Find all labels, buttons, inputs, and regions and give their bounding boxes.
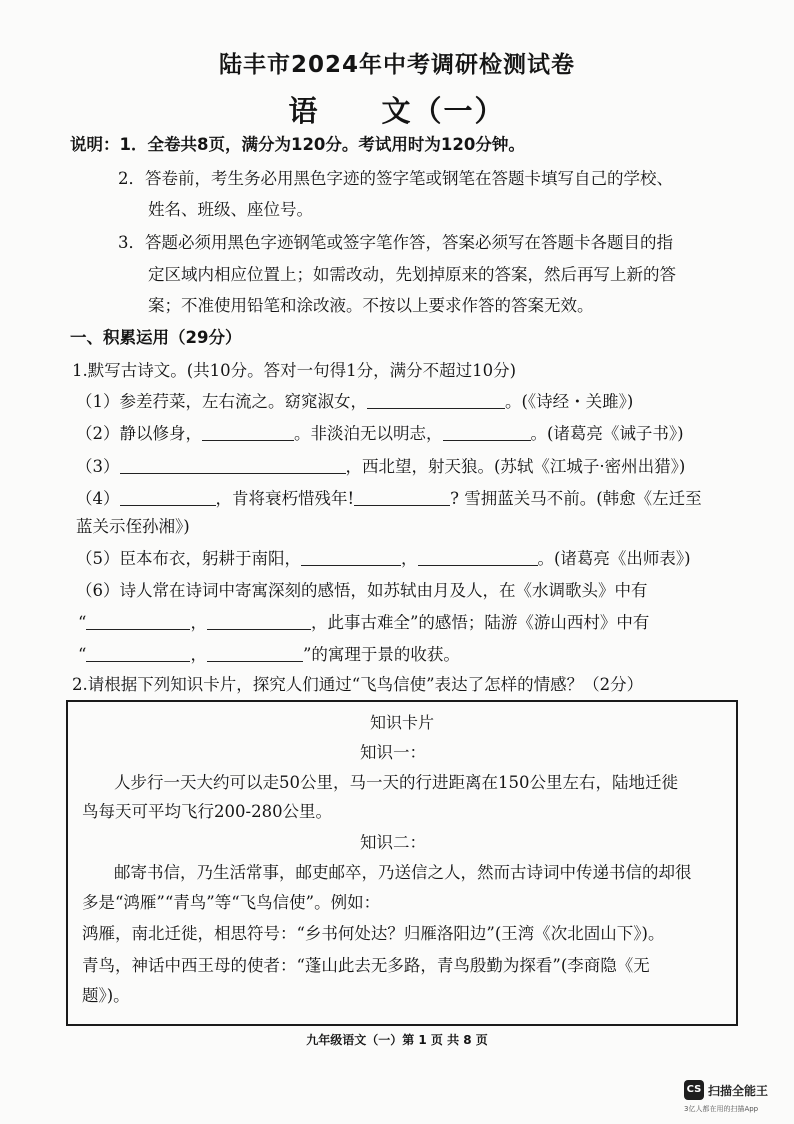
answer-blank bbox=[86, 613, 190, 630]
question-1-item-4-cont: 蓝关示侄孙湘》) bbox=[76, 517, 190, 536]
question-1-stem: 1.默写古诗文。(共10分。答对一句得1分，满分不超过10分) bbox=[72, 361, 517, 380]
answer-blank bbox=[207, 645, 303, 662]
question-1-item-5: （5）臣本布衣，躬耕于南阳， ， 。(诸葛亮《出师表》) bbox=[76, 549, 691, 568]
answer-blank bbox=[202, 424, 294, 441]
answer-blank bbox=[418, 549, 538, 566]
watermark-tagline: 3亿人都在用的扫描App bbox=[684, 1105, 759, 1113]
instruction-line-3: 姓名、班级、座位号。 bbox=[148, 200, 313, 219]
knowledge-2-line-1: 邮寄书信，乃生活常事，邮吏邮卒，乃送信之人，然而古诗词中传递书信的却很 bbox=[114, 863, 692, 882]
answer-blank bbox=[301, 549, 401, 566]
watermark-name: 扫描全能王 bbox=[708, 1084, 769, 1098]
knowledge-2-line-2: 多是“鸿雁”“青鸟”等“飞鸟信使”。例如： bbox=[82, 893, 381, 912]
answer-blank bbox=[443, 424, 531, 441]
question-2-stem: 2.请根据下列知识卡片，探究人们通过“飞鸟信使”表达了怎样的情感？（2分） bbox=[72, 675, 644, 694]
knowledge-1-line-1: 人步行一天大约可以走50公里，马一天的行进距离在150公里左右，陆地迁徙 bbox=[114, 773, 678, 792]
knowledge-card-title: 知识卡片 bbox=[369, 713, 434, 732]
answer-blank bbox=[354, 489, 450, 506]
answer-blank bbox=[120, 489, 216, 506]
scanner-watermark bbox=[684, 1080, 784, 1120]
knowledge-2-title: 知识二： bbox=[360, 833, 426, 852]
knowledge-2-line-5: 题》)。 bbox=[82, 986, 130, 1005]
question-1-item-4: （4） ，肯将衰朽惜残年! ? 雪拥蓝关马不前。(韩愈《左迁至 bbox=[76, 489, 702, 508]
question-1-item-2: （2）静以修身， 。非淡泊无以明志， 。(诸葛亮《诫子书》) bbox=[76, 424, 684, 443]
section-heading: 一、积累运用（29分） bbox=[70, 328, 242, 347]
question-1-item-1: （1）参差荇菜，左右流之。窈窕淑女， 。(《诗经・关雎》) bbox=[76, 392, 634, 411]
page-footer: 九年级语文（一）第 1 页 共 8 页 bbox=[306, 1033, 488, 1047]
answer-blank bbox=[120, 457, 346, 474]
knowledge-1-line-2: 鸟每天可平均飞行200-280公里。 bbox=[82, 802, 333, 821]
instruction-line-4: 3．答题必须用黑色字迹钢笔或签字笔作答，答案必须写在答题卡各题目的指 bbox=[118, 233, 673, 252]
answer-blank bbox=[367, 392, 505, 409]
instruction-line-1: 说明：1．全卷共8页，满分为120分。考试用时为120分钟。 bbox=[70, 135, 525, 154]
instruction-line-2: 2．答卷前，考生务必用黑色字迹的签字笔或钢笔在答题卡填写自己的学校、 bbox=[118, 169, 673, 188]
knowledge-2-line-3: 鸿雁，南北迁徙，相思符号：“乡书何处达？归雁洛阳边”(王湾《次北固山下》)。 bbox=[82, 924, 665, 943]
answer-blank bbox=[86, 645, 190, 662]
camscanner-logo-icon: CS bbox=[684, 1080, 704, 1100]
question-1-item-3: （3） ，西北望，射天狼。(苏轼《江城子·密州出猎》) bbox=[76, 457, 686, 476]
subject-title: 语 文（一） bbox=[288, 94, 506, 128]
question-1-item-6-line-2: “ ， ，此事古难全”的感悟；陆游《游山西村》中有 bbox=[78, 613, 650, 632]
question-1-item-6: （6）诗人常在诗词中寄寓深刻的感悟，如苏轼由月及人，在《水调歌头》中有 bbox=[76, 581, 648, 600]
knowledge-card bbox=[66, 700, 738, 1026]
exam-title: 陆丰市2024年中考调研检测试卷 bbox=[218, 52, 575, 78]
knowledge-2-line-4: 青鸟，神话中西王母的使者：“蓬山此去无多路，青鸟殷勤为探看”(李商隐《无 bbox=[82, 956, 650, 975]
question-1-item-6-line-3: “ ， ”的寓理于景的收获。 bbox=[78, 645, 460, 664]
instruction-line-6: 案；不准使用铅笔和涂改液。不按以上要求作答的答案无效。 bbox=[148, 296, 594, 315]
answer-blank bbox=[207, 613, 311, 630]
knowledge-1-title: 知识一： bbox=[360, 743, 426, 762]
instruction-line-5: 定区域内相应位置上；如需改动，先划掉原来的答案，然后再写上新的答 bbox=[148, 265, 676, 284]
